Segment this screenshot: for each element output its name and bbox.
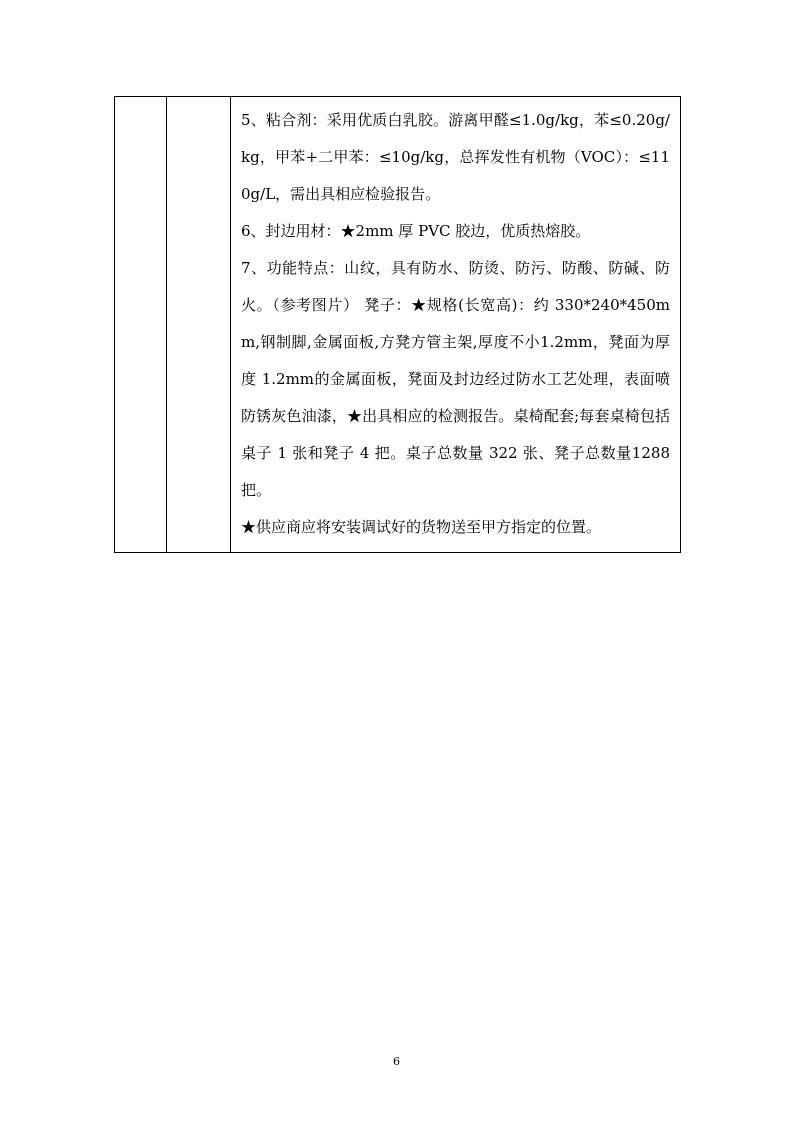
paragraph-delivery: ★供应商应将安装调试好的货物送至甲方指定的位置。 [241, 518, 602, 536]
table-cell-description [231, 97, 681, 553]
table-row [115, 97, 681, 553]
table-cell-item [167, 97, 231, 553]
paragraph-adhesive: 5、粘合剂：采用优质白乳胶。游离甲醛≤1.0g/kg，苯≤0.20g/kg，甲苯+二甲苯：≤10g/kg，总挥发性有机物（VOC）：≤110g/L，需出具相应检验报告。 [241, 111, 670, 203]
paragraph-features-stool: 7、功能特点：山纹，具有防水、防烫、防污、防酸、防碱、防火。（参考图片） 凳子：★规格(长宽高)：约 330*240*450mm,钢制脚,金属面板,方凳方管主架,厚度不小1.2mm，凳面为厚度 1.2mm的金属面板，凳面及封边经过防水工艺处理，表面喷防锈灰色油漆，★出具相应的检测报告。桌椅配套;每套桌椅包括桌子 1 张和凳子 4 把。桌子总数量 322 张、凳子总数量1288 把。 [241, 259, 670, 499]
specification-table [114, 96, 681, 553]
paragraph-edge-banding: 6、封边用材：★2mm 厚 PVC 胶边，优质热熔胶。 [241, 222, 591, 240]
description-content [231, 97, 680, 552]
table-cell-index [115, 97, 167, 553]
page-number: 6 [393, 1055, 400, 1068]
